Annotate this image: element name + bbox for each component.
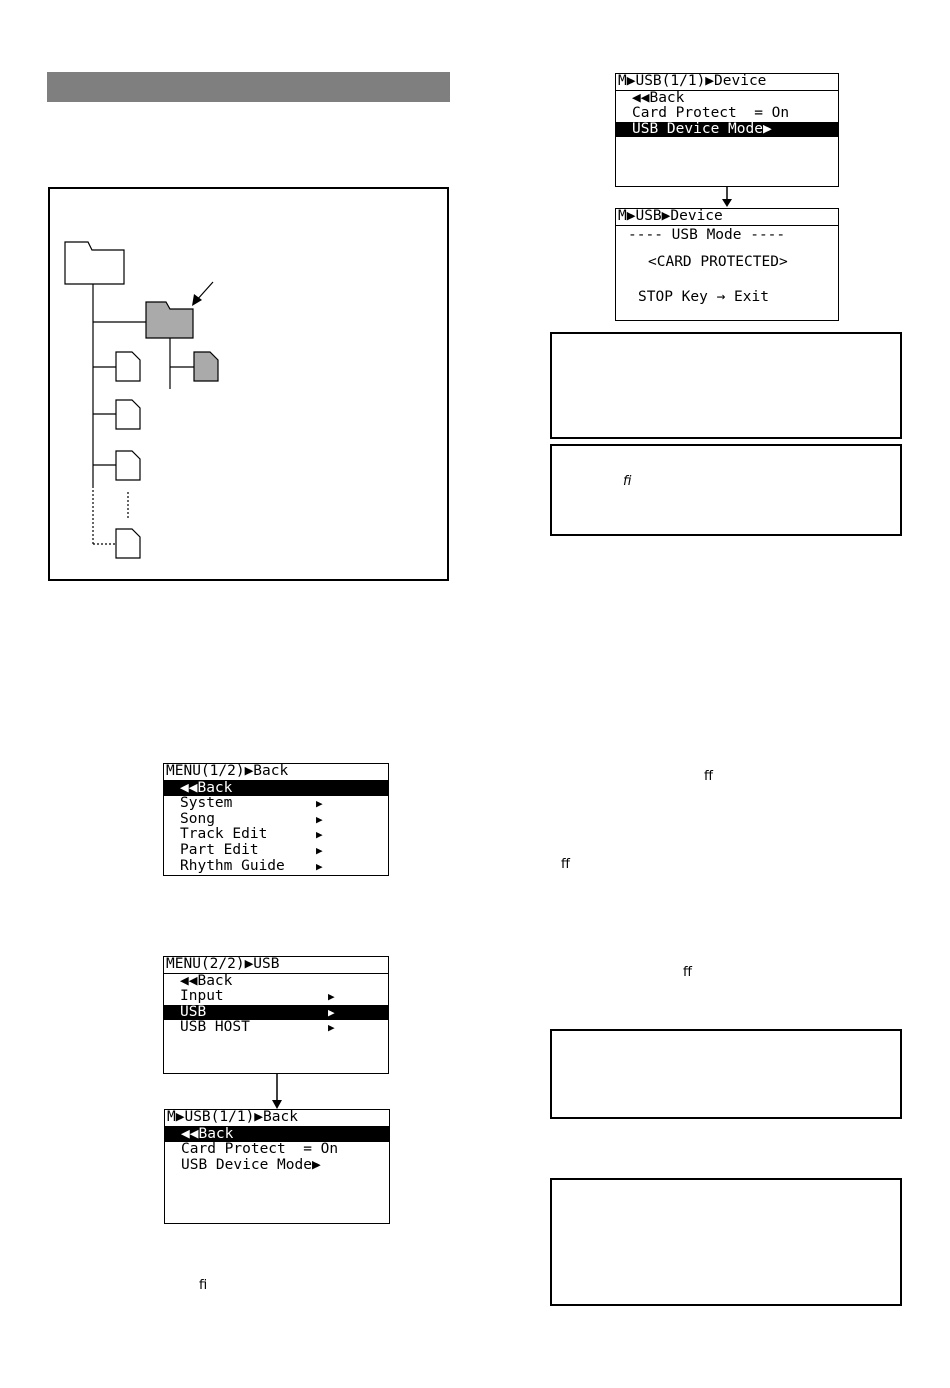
note-box-1 [550, 332, 902, 439]
menu-item-card-protect[interactable]: Card Protect = On [632, 105, 790, 122]
right-arrow-icon: ▶ [316, 859, 323, 873]
right-arrow-icon: ▶ [316, 812, 323, 826]
ligature-fi: fi [199, 1278, 208, 1293]
menu-item-rhythm-guide[interactable]: Rhythm Guide ▶ [180, 857, 323, 874]
ligature-ff-3: ff [683, 965, 692, 980]
menu-item-song[interactable]: Song ▶ [180, 810, 323, 827]
file-icon-3 [116, 451, 140, 480]
down-triangle-icon: ▼ [166, 782, 173, 794]
usb-mode-title: ---- USB Mode ---- [628, 226, 786, 243]
menu-item-back[interactable]: ◀◀Back [180, 972, 233, 989]
note-box-2 [550, 444, 902, 536]
menu-item-back[interactable]: ▼ ◀◀Back [165, 1127, 389, 1143]
lcd-header: M▶USB▶Device [616, 209, 838, 226]
menu-item-usb-device-mode[interactable]: USB Device Mode▶ [181, 1156, 321, 1173]
menu-item-back[interactable]: ◀◀Back [632, 89, 685, 106]
lcd-menu-page1 [163, 763, 389, 876]
note-box-4 [550, 1178, 902, 1306]
grey-file-icon [194, 352, 218, 381]
right-arrow-icon: ▶ [316, 828, 323, 842]
up-down-icon: ⇕ [166, 1006, 173, 1018]
file-icon-4 [116, 529, 140, 558]
menu-item-track-edit[interactable]: Track Edit ▶ [180, 826, 323, 843]
right-arrow-icon: ▶ [316, 843, 323, 857]
up-triangle-icon: ▲ [618, 123, 625, 135]
menu-item-card-protect[interactable]: Card Protect = On [181, 1141, 339, 1158]
sub-folder-icon [146, 302, 193, 338]
stop-key-exit: STOP Key → Exit [638, 288, 769, 305]
card-protected-status: <CARD PROTECTED> [648, 254, 788, 271]
right-arrow-icon: ▶ [328, 1021, 335, 1035]
file-icon-2 [116, 400, 140, 429]
lcd-usb-device [615, 73, 839, 187]
note-box-3 [550, 1029, 902, 1119]
lcd-header: M▶USB(1/1)▶Device [616, 74, 838, 91]
right-arrow-icon: ▶ [328, 1005, 335, 1019]
right-arrow-icon: ▶ [328, 990, 335, 1004]
menu-item-input[interactable]: Input ▶ [180, 988, 335, 1005]
right-arrow-icon: ▶ [316, 797, 323, 811]
lcd-header: MENU(2/2)▶USB [164, 957, 388, 974]
menu-item-usb-device-mode[interactable]: ▲ USB Device Mode▶ [616, 122, 838, 138]
menu-item-part-edit[interactable]: Part Edit ▶ [180, 841, 323, 858]
ligature-ff-1: ff [704, 769, 713, 784]
lcd-menu-page2 [163, 956, 389, 1074]
file-icon-1 [116, 352, 140, 381]
menu-item-back[interactable]: ▼ ◀◀Back [164, 781, 388, 797]
ligature-fi-italic: fi [623, 474, 632, 489]
down-arrow-connector [268, 1074, 288, 1114]
root-folder-icon [65, 242, 124, 284]
lcd-header: MENU(1/2)▶Back [164, 764, 388, 781]
menu-item-system[interactable]: System ▶ [180, 795, 323, 812]
ligature-ff-2: ff [561, 857, 570, 872]
lcd-header: M▶USB(1/1)▶Back [165, 1110, 389, 1127]
menu-item-usb[interactable]: ⇕ USB ▶ [164, 1005, 388, 1021]
down-triangle-icon: ▼ [167, 1128, 174, 1140]
lcd-usb-mode [615, 208, 839, 321]
lcd-usb-back [164, 1109, 390, 1224]
menu-item-usb-host[interactable]: USB HOST ▶ [180, 1019, 335, 1036]
